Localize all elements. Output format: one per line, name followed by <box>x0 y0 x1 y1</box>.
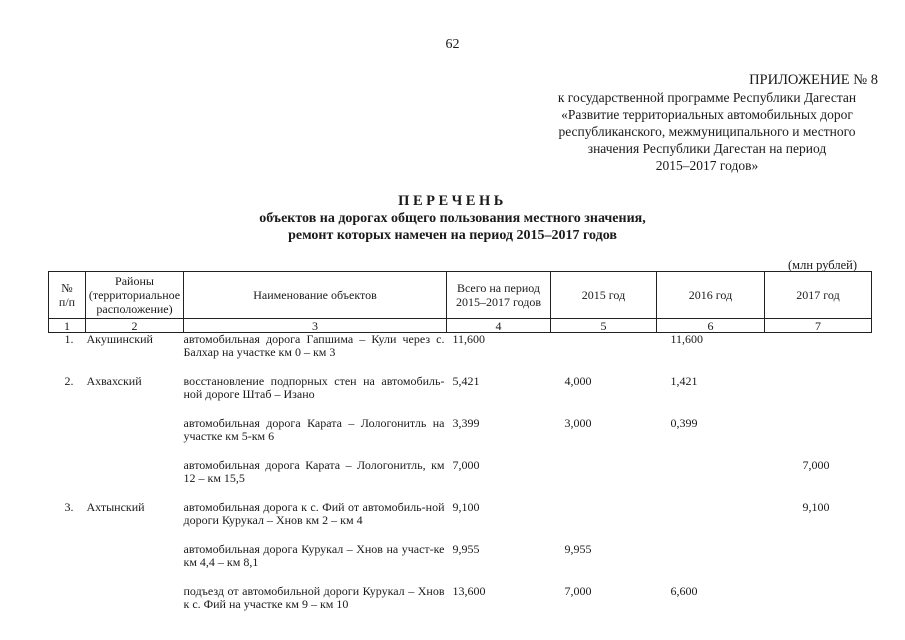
row-object: восстановление подпорных стен на автомобиль-ной дороге Штаб – Изано <box>183 374 445 401</box>
table-row <box>49 375 872 401</box>
row-total: 9,100 <box>452 500 480 514</box>
row-district <box>86 417 184 443</box>
table-row <box>49 585 872 611</box>
header-2015: 2015 год <box>551 272 657 319</box>
row-2015 <box>551 333 657 360</box>
document-subtitle: объектов на дорогах общего пользования местного значения, <box>259 211 646 226</box>
row-num <box>49 585 86 611</box>
row-num <box>49 459 86 485</box>
header-object: Наименование объектов <box>184 272 447 319</box>
table-row <box>49 459 872 485</box>
row-2016 <box>657 459 765 485</box>
column-number: 3 <box>184 319 447 333</box>
row-2015 <box>551 501 657 527</box>
table-row <box>49 543 872 569</box>
column-number: 7 <box>765 319 872 333</box>
row-2017 <box>765 333 872 360</box>
row-2016: 11,600 <box>670 332 704 346</box>
row-object: автомобильная дорога Гапшима – Кули через с. Балхар на участке км 0 – км 3 <box>183 332 445 359</box>
row-total: 3,399 <box>452 416 480 430</box>
row-2015 <box>551 459 657 485</box>
column-number: 6 <box>657 319 765 333</box>
row-district: Ахвахский <box>86 374 142 388</box>
row-2016: 0,399 <box>670 416 698 430</box>
table-row <box>49 333 872 360</box>
row-2016 <box>657 501 765 527</box>
row-total: 5,421 <box>452 374 480 388</box>
row-num: 1. <box>64 332 74 346</box>
row-2017: 7,000 <box>802 458 830 472</box>
row-2017: 9,100 <box>802 500 830 514</box>
row-total: 11,600 <box>452 332 486 346</box>
header-total: Всего на период 2015–2017 годов <box>447 272 551 319</box>
document-title: ПЕРЕЧЕНЬ <box>398 193 507 209</box>
row-2015: 3,000 <box>564 416 592 430</box>
objects-table <box>48 271 872 611</box>
row-district <box>86 459 184 485</box>
row-object: подъезд от автомобильной дороги Курукал – Хнов к с. Фий на участке км 9 – км 10 <box>183 584 445 611</box>
row-object: автомобильная дорога Карата – Лологонитль на участке км 5-км 6 <box>183 416 445 443</box>
appendix-line: «Развитие территориальных автомобильных дорог <box>561 107 853 122</box>
row-2016: 6,600 <box>670 584 698 598</box>
row-object: автомобильная дорога к с. Фий от автомобиль-ной дороги Курукал – Хнов км 2 – км 4 <box>183 500 445 527</box>
appendix-line: значения Республики Дагестан на период <box>587 141 827 156</box>
row-total: 7,000 <box>452 458 480 472</box>
appendix-line: 2015–2017 годов» <box>655 158 759 173</box>
header-district: Районы (территориальное расположение) <box>86 272 184 319</box>
page-number: 62 <box>445 37 460 52</box>
appendix-block <box>520 72 878 174</box>
document-heading <box>0 193 905 244</box>
row-district <box>86 585 184 611</box>
row-object: автомобильная дорога Карата – Лологонитль, км 12 – км 15,5 <box>183 458 445 485</box>
appendix-line: республиканского, межмуниципального и местного <box>558 124 856 139</box>
table-header-row <box>49 272 872 319</box>
row-total: 13,600 <box>452 584 486 598</box>
appendix-line: к государственной программе Республики Дагестан <box>557 90 857 105</box>
row-district <box>86 543 184 569</box>
header-2016: 2016 год <box>657 272 765 319</box>
appendix-description <box>520 89 878 174</box>
column-number: 5 <box>551 319 657 333</box>
row-num: 2. <box>64 374 74 388</box>
row-2015: 9,955 <box>564 542 592 556</box>
row-total: 9,955 <box>452 542 480 556</box>
row-num: 3. <box>64 500 74 514</box>
row-2015: 7,000 <box>564 584 592 598</box>
column-number: 1 <box>49 319 86 333</box>
unit-note: (млн рублей) <box>788 258 857 272</box>
column-number: 2 <box>86 319 184 333</box>
row-num <box>49 417 86 443</box>
row-2017 <box>765 375 872 401</box>
table-row <box>49 501 872 527</box>
row-2016: 1,421 <box>670 374 698 388</box>
header-2017: 2017 год <box>765 272 872 319</box>
row-2017 <box>765 417 872 443</box>
column-number: 4 <box>447 319 551 333</box>
row-district: Акушинский <box>86 332 153 346</box>
row-district: Ахтынский <box>86 500 145 514</box>
row-2017 <box>765 543 872 569</box>
header-num: № п/п <box>49 272 86 319</box>
row-num <box>49 543 86 569</box>
row-object: автомобильная дорога Курукал – Хнов на участ-ке км 4,4 – км 8,1 <box>183 542 445 569</box>
appendix-title: ПРИЛОЖЕНИЕ № 8 <box>749 72 878 88</box>
row-2017 <box>765 585 872 611</box>
document-subtitle: ремонт которых намечен на период 2015–2017 годов <box>288 228 617 243</box>
row-2015: 4,000 <box>564 374 592 388</box>
row-2016 <box>657 543 765 569</box>
column-number-row <box>49 319 872 333</box>
table-row <box>49 417 872 443</box>
